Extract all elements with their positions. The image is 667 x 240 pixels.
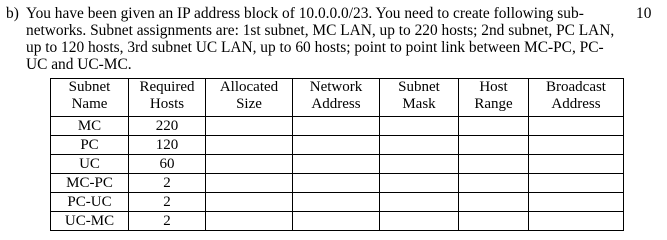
cell-broadcast-address — [529, 193, 624, 212]
cell-subnet-mask — [380, 117, 459, 136]
cell-host-range — [459, 212, 529, 231]
cell-required-hosts: 2 — [129, 174, 206, 193]
cell-subnet-mask — [380, 193, 459, 212]
header-line: Network — [309, 79, 363, 95]
cell-broadcast-address — [529, 136, 624, 155]
header-line: Host — [479, 79, 508, 95]
header-network-address — [293, 79, 380, 117]
cell-broadcast-address — [529, 174, 624, 193]
cell-host-range — [459, 174, 529, 193]
header-broadcast-address — [529, 79, 624, 117]
cell-allocated-size — [206, 136, 293, 155]
cell-subnet-name: UC-MC — [51, 212, 129, 231]
cell-host-range — [459, 136, 529, 155]
header-line: Address — [551, 96, 601, 112]
cell-allocated-size — [206, 117, 293, 136]
header-line: Allocated — [219, 79, 279, 95]
cell-network-address — [293, 193, 380, 212]
header-line: Hosts — [149, 96, 185, 112]
cell-broadcast-address — [529, 155, 624, 174]
cell-network-address — [293, 136, 380, 155]
table-row — [51, 136, 624, 155]
table-row — [51, 117, 624, 136]
header-line: Subnet — [398, 79, 440, 95]
table-row — [51, 212, 624, 231]
cell-network-address — [293, 117, 380, 136]
table-header-row — [51, 79, 624, 117]
cell-subnet-name: PC — [51, 136, 129, 155]
cell-subnet-name: MC-PC — [51, 174, 129, 193]
cell-required-hosts: 60 — [129, 155, 206, 174]
header-line: Range — [474, 96, 513, 112]
header-subnet-name — [51, 79, 129, 117]
cell-host-range — [459, 193, 529, 212]
cell-broadcast-address — [529, 212, 624, 231]
cell-subnet-mask — [380, 174, 459, 193]
cell-network-address — [293, 212, 380, 231]
table-row — [51, 174, 624, 193]
cell-broadcast-address — [529, 117, 624, 136]
cell-required-hosts: 220 — [129, 117, 206, 136]
cell-host-range — [459, 155, 529, 174]
header-subnet-mask — [380, 79, 459, 117]
cell-subnet-name: MC — [51, 117, 129, 136]
cell-allocated-size — [206, 174, 293, 193]
header-line: Subnet — [68, 79, 111, 95]
table-row — [51, 155, 624, 174]
question-text-block — [6, 5, 622, 73]
question-label: b) — [6, 5, 19, 22]
header-line: Size — [236, 96, 262, 112]
cell-network-address — [293, 174, 380, 193]
header-allocated-size — [206, 79, 293, 117]
cell-allocated-size — [206, 155, 293, 174]
cell-subnet-name: UC — [51, 155, 129, 174]
header-line: Name — [71, 96, 108, 112]
cell-network-address — [293, 155, 380, 174]
cell-subnet-mask — [380, 136, 459, 155]
cell-host-range — [459, 117, 529, 136]
cell-allocated-size — [206, 212, 293, 231]
cell-subnet-name: PC-UC — [51, 193, 129, 212]
question-text: You have been given an IP address block of 10.0.0.0/23. You need to create following sub-networks. Subnet assignments are: 1st subnet, MC LAN, up to 220 hosts; 2nd subnet, PC LAN, up to 120 hosts, 3rd subnet UC LAN, up to 60 hosts; point to point link between MC-PC, PC-UC and UC-MC. — [26, 5, 615, 73]
table-row — [51, 193, 624, 212]
cell-required-hosts: 2 — [129, 193, 206, 212]
header-line: Mask — [402, 96, 436, 112]
subnet-table — [50, 78, 624, 231]
cell-subnet-mask — [380, 212, 459, 231]
header-line: Broadcast — [546, 79, 606, 95]
header-line: Address — [311, 96, 361, 112]
cell-subnet-mask — [380, 155, 459, 174]
cell-required-hosts: 120 — [129, 136, 206, 155]
header-line: Required — [139, 79, 195, 95]
question-marks: 10 — [636, 5, 652, 22]
cell-allocated-size — [206, 193, 293, 212]
header-required-hosts — [129, 79, 206, 117]
header-host-range — [459, 79, 529, 117]
cell-required-hosts: 2 — [129, 212, 206, 231]
